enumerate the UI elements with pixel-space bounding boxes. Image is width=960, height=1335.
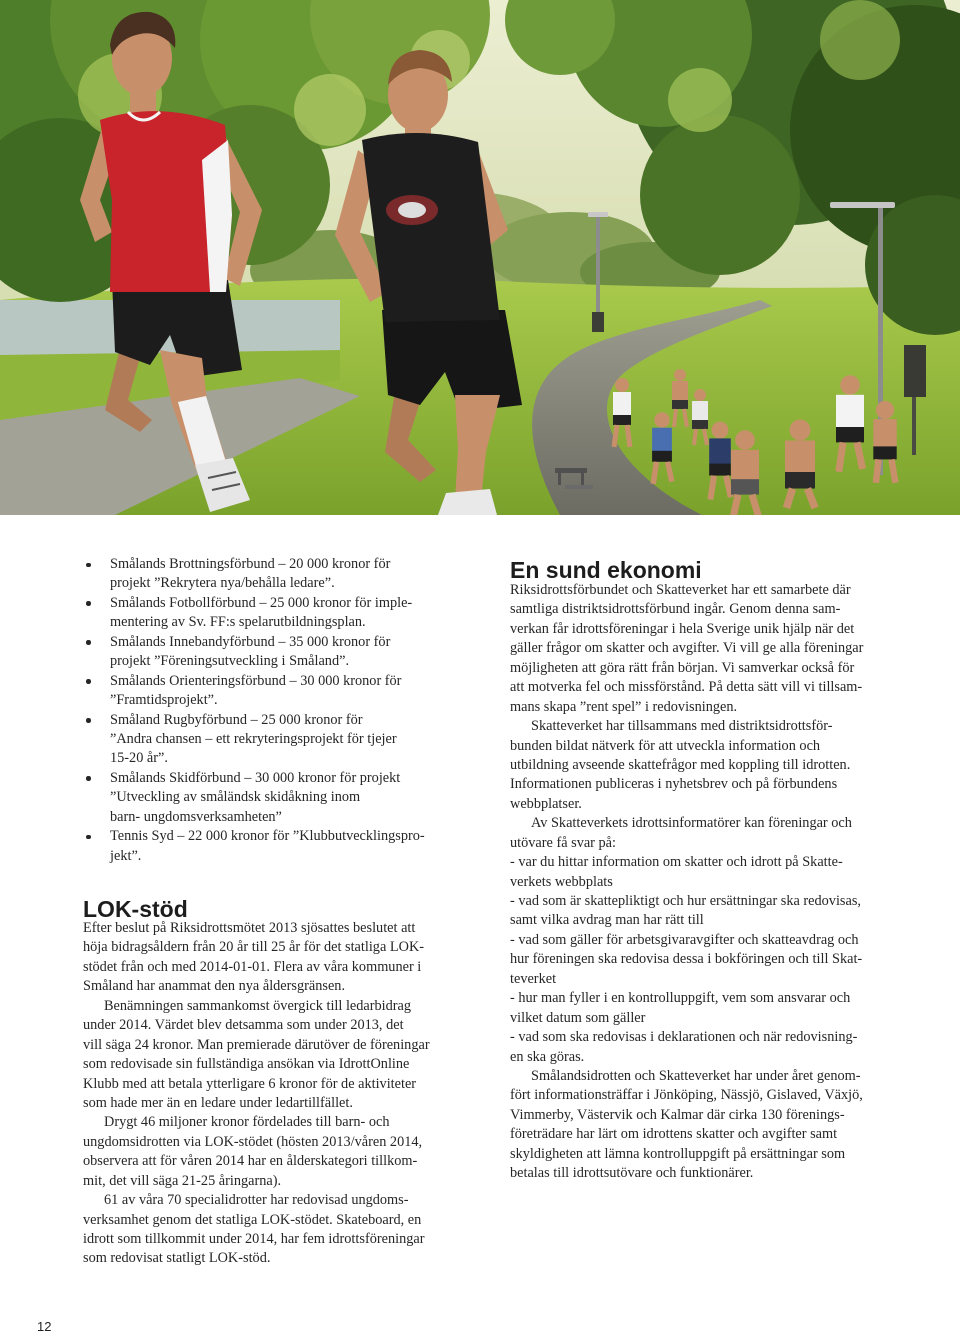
text-line: hur föreningen ska redovisa dessa i bokföringen och till Skat- xyxy=(510,951,863,968)
text-line: Smålands Orienteringsförbund – 30 000 kronor för xyxy=(110,672,402,689)
text-line: mentering av Sv. FF:s spelarutbildningsplan. xyxy=(110,614,366,631)
text-line: - vad som är skattepliktigt och hur ersättningar ska redovisas, xyxy=(510,893,861,909)
paragraph xyxy=(510,1067,930,1184)
text-line: skyldigheten att lämna kontrolluppgift på ersättningar som xyxy=(510,1145,846,1162)
text-line: verkets webbplats xyxy=(510,873,613,890)
text-line: - vad som gäller för arbetsgivaravgifter och skatteavdrag och xyxy=(510,931,859,948)
text-line: Klubb med att betala ytterligare 6 kronor för de aktiviteter xyxy=(83,1075,417,1092)
page-number: 12 xyxy=(37,1319,52,1334)
text-line: verkan får idrottsföreningar i hela Sverige unik hjälp när det xyxy=(510,620,855,637)
text-line: 15-20 år”. xyxy=(110,750,168,767)
text-line: webbplatser. xyxy=(510,795,582,812)
paragraph xyxy=(83,1191,483,1269)
text-line: Smålands Skidförbund – 30 000 kronor för projekt xyxy=(110,769,401,786)
text-line: Smålands Brottningsförbund – 20 000 kronor för xyxy=(110,556,391,572)
text-line: - hur man fyller i en kontrolluppgift, vem som ansvarar och xyxy=(510,990,851,1007)
text-line: ”Andra chansen – ett rekryteringsprojekt för tjejer xyxy=(110,730,397,747)
text-line: - vad som ska redovisas i deklarationen och när redovisning- xyxy=(510,1029,858,1046)
text-line: Tennis Syd – 22 000 kronor för ”Klubbutvecklingspro- xyxy=(110,828,425,845)
paragraph xyxy=(510,814,930,853)
paragraph xyxy=(510,581,930,717)
text-line: observera att för våren 2014 har en ålderskategori tillkom- xyxy=(83,1153,418,1170)
text-line: Smålandsidrotten och Skatteverket har under året genom- xyxy=(531,1067,861,1084)
text-line: som redovisat statligt LOK-stöd. xyxy=(83,1250,271,1267)
text-line: fört informationsträffar i Jönköping, Nässjö, Gislaved, Växjö, xyxy=(510,1087,863,1104)
grant-item-text xyxy=(110,769,483,827)
text-line: mit, det vill säga 21-25 åringarna). xyxy=(83,1172,282,1189)
text-line: utbildning avseende skattefrågor med koppling till idrotten. xyxy=(510,756,851,773)
dash-item xyxy=(510,1028,930,1067)
text-line: Småland har anammat den nya åldersgränsen. xyxy=(83,978,346,995)
text-line: Smålands Innebandyförbund – 35 000 kronor för xyxy=(110,633,391,650)
text-line: höja bidragsåldern från 20 år till 25 år för det statliga LOK- xyxy=(83,939,425,956)
lok-body xyxy=(83,919,483,1269)
bullet-icon xyxy=(86,835,91,840)
grant-item-text xyxy=(110,672,483,711)
text-line: verksamhet genom det statliga LOK-stödet. Skateboard, en xyxy=(83,1211,422,1228)
grant-item-text xyxy=(110,711,483,769)
text-line: idrott som tillkommit under 2014, har fem idrottsföreningar xyxy=(83,1231,425,1247)
text-line: vilket datum som gäller xyxy=(510,1009,646,1026)
text-line: teverket xyxy=(510,970,557,987)
text-line: Smålands Fotbollförbund – 25 000 kronor för imple- xyxy=(110,594,413,611)
text-line: Drygt 46 miljoner kronor fördelades till barn- och xyxy=(104,1114,390,1131)
paragraph xyxy=(83,919,483,997)
grant-list-block xyxy=(83,555,483,866)
dash-item xyxy=(510,892,930,931)
dash-item xyxy=(510,931,930,989)
bullet-icon xyxy=(86,776,91,781)
text-line: projekt ”Rekrytera nya/behålla ledare”. xyxy=(110,575,335,592)
text-line: som hade mer än en ledare under ledartillfället. xyxy=(83,1094,353,1111)
paragraph xyxy=(83,997,483,1114)
text-line: 61 av våra 70 specialidrotter har redovisad ungdoms- xyxy=(104,1192,409,1209)
text-line: en ska göras. xyxy=(510,1048,585,1065)
dash-item xyxy=(510,989,930,1028)
section-heading-economy: En sund ekonomi xyxy=(510,557,702,583)
text-line: Efter beslut på Riksidrottsmötet 2013 sjösattes beslutet att xyxy=(83,920,416,936)
grant-item-text xyxy=(110,827,483,866)
text-line: Informationen publiceras i nyhetsbrev och på förbundens xyxy=(510,776,838,793)
paragraph xyxy=(83,1113,483,1191)
text-line: ”Framtidsprojekt”. xyxy=(110,692,218,709)
text-line: mans skapa ”rent spel” i redovisningen. xyxy=(510,698,738,715)
text-line: Skatteverket har tillsammans med distriktsidrottsför- xyxy=(531,718,833,735)
bullet-icon xyxy=(86,640,91,645)
text-line: möjligheten att göra rätt från början. Vi samverkar också för xyxy=(510,659,855,676)
text-line: gäller frågor om skatter och avgifter. Vi vill ge alla föreningar xyxy=(510,640,864,657)
grant-item xyxy=(83,672,483,711)
text-line: Riksidrottsförbundet och Skatteverket har ett samarbete där xyxy=(510,582,851,598)
section-heading-lok: LOK-stöd xyxy=(83,896,188,922)
text-line: ungdomsidrotten via LOK-stödet (hösten 2013/våren 2014, xyxy=(83,1133,423,1150)
text-line: betalas till idrottsutövare och funktionärer. xyxy=(510,1165,754,1182)
economy-body xyxy=(510,581,930,1184)
grant-list xyxy=(83,555,483,866)
text-line: utövare få svar på: xyxy=(510,834,616,851)
text-line: - var du hittar information om skatter och idrott på Skatte- xyxy=(510,854,843,871)
grant-item xyxy=(83,633,483,672)
text-line: ”Utveckling av småländsk skidåkning inom xyxy=(110,789,361,806)
bullet-icon xyxy=(86,601,91,606)
text-line: samt vilka avdrag man har rätt till xyxy=(510,912,704,929)
text-line: under 2014. Värdet blev detsamma som under 2013, det xyxy=(83,1017,404,1034)
text-line: stödet från och med 2014-01-01. Flera av våra kommuner i xyxy=(83,958,422,975)
text-line: Av Skatteverkets idrottsinformatörer kan föreningar och xyxy=(531,815,852,832)
text-line: Vimmerby, Västervik och Kalmar där cirka 130 förenings- xyxy=(510,1106,845,1123)
bullet-icon xyxy=(86,679,91,684)
text-line: som redovisade sin fullständiga ansökan via IdrottOnline xyxy=(83,1056,410,1073)
grant-item xyxy=(83,769,483,827)
grant-item xyxy=(83,555,483,594)
text-line: projekt ”Föreningsutveckling i Småland”. xyxy=(110,653,350,670)
bullet-icon xyxy=(86,563,91,568)
text-line: jekt”. xyxy=(110,847,142,864)
grant-item xyxy=(83,711,483,769)
grant-item-text xyxy=(110,633,483,672)
text-line: att motverka fel och missförstånd. På detta sätt vill vi tillsam- xyxy=(510,679,863,696)
grant-item xyxy=(83,594,483,633)
text-line: vill säga 24 kronor. Man premierade därutöver de föreningar xyxy=(83,1036,430,1053)
text-line: barn- ungdomsverksamheten” xyxy=(110,808,282,825)
grant-item xyxy=(83,827,483,866)
text-line: företrädare har lärt om idrottens skatter och avgifter samt xyxy=(510,1126,838,1143)
text-line: Småland Rugbyförbund – 25 000 kronor för xyxy=(110,711,363,728)
paragraph xyxy=(510,717,930,814)
text-line: Benämningen sammankomst övergick till ledarbidrag xyxy=(104,997,412,1014)
text-line: samtliga distriktsidrottsförbund ingår. Genom denna sam- xyxy=(510,601,841,618)
grant-item-text xyxy=(110,594,483,633)
grant-item-text xyxy=(110,555,483,594)
bullet-icon xyxy=(86,718,91,723)
hero-photo xyxy=(0,0,960,515)
dash-item xyxy=(510,853,930,892)
text-line: bunden bildat nätverk för att utveckla information och xyxy=(510,737,821,754)
